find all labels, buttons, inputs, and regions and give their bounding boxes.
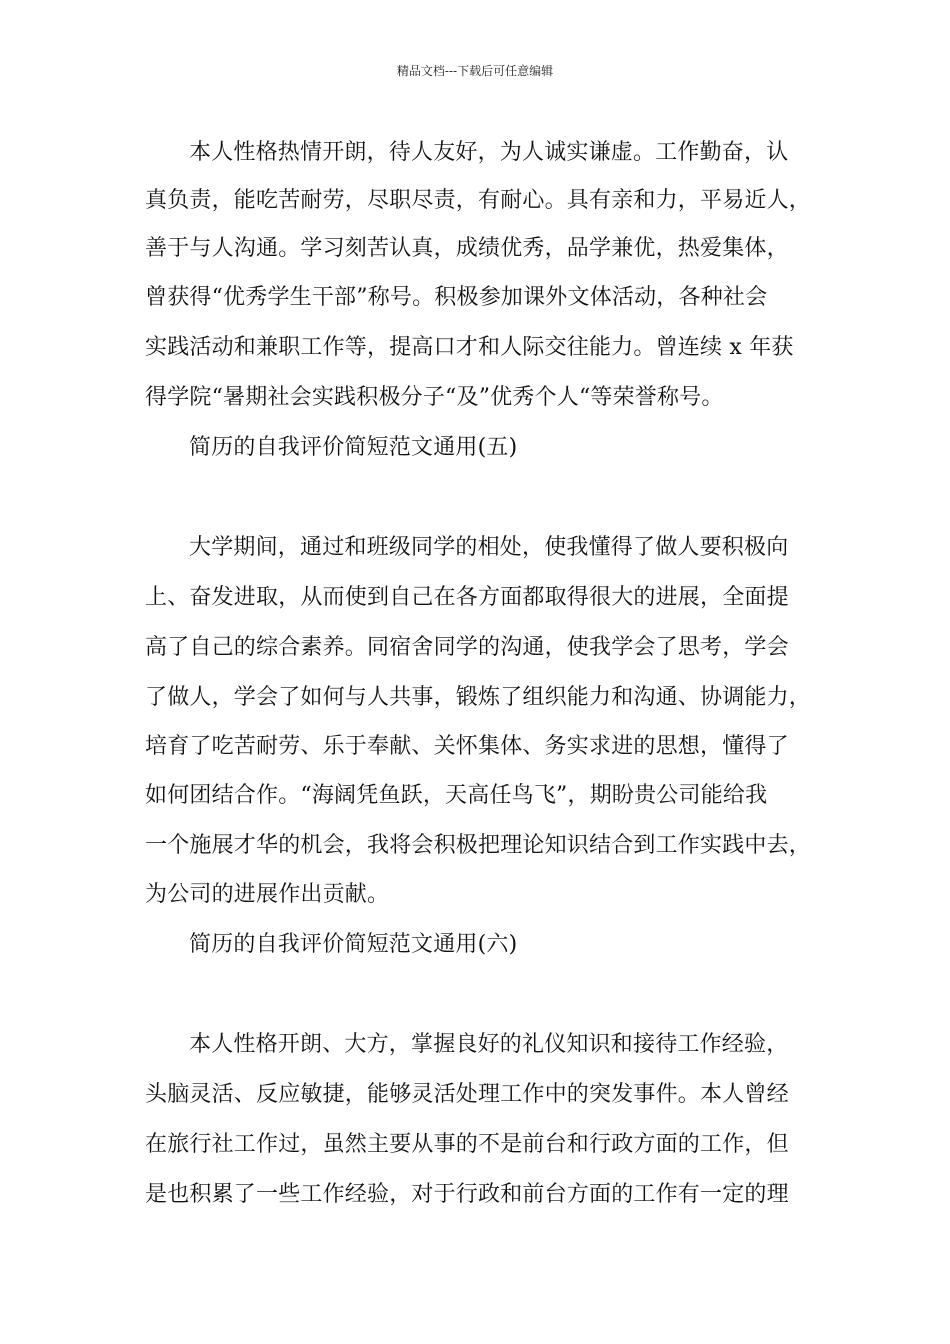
paragraph-3-line-4: 是也积累了一些工作经验，对于行政和前台方面的工作有一定的理 — [145, 1182, 789, 1207]
paragraph-1-line-1: 本人性格热情开朗，待人友好，为人诚实谦虚。工作勤奋，认 — [189, 140, 789, 165]
paragraph-3-line-2: 头脑灵活、反应敏捷，能够灵活处理工作中的突发事件。本人曾经 — [145, 1082, 789, 1107]
paragraph-1-line-6: 得学院“暑期社会实践积极分子“及”优秀个人“等荣誉称号。 — [145, 385, 724, 410]
paragraph-2-line-8: 为公司的进展作出贡献。 — [145, 882, 390, 907]
paragraph-2-line-4: 了做人，学会了如何与人共事，锻炼了组织能力和沟通、协调能力， — [145, 685, 812, 710]
paragraph-1-line-4: 曾获得“优秀学生干部”称号。积极参加课外文体活动，各种社会 — [145, 285, 768, 310]
paragraph-1-line-5: 实践活动和兼职工作等，提高口才和人际交往能力。曾连续 x 年获 — [145, 335, 794, 360]
paragraph-2-line-5: 培育了吃苦耐劳、乐于奉献、关怀集体、务实求进的思想，懂得了 — [145, 734, 789, 759]
paragraph-2-line-6: 如何团结合作。“海阔凭鱼跃，天高任鸟飞”，期盼贵公司能给我 — [145, 783, 768, 808]
paragraph-2-line-2: 上、奋发进取，从而使到自己在各方面都取得很大的进展，全面提 — [145, 585, 789, 610]
paragraph-3-line-1: 本人性格开朗、大方，掌握良好的礼仪知识和接待工作经验， — [189, 1032, 789, 1057]
paragraph-1-line-3: 善于与人沟通。学习刻苦认真，成绩优秀，品学兼优，热爱集体， — [145, 236, 789, 261]
section-heading-6: 简历的自我评价简短范文通用(六) — [189, 932, 518, 957]
paragraph-2-line-7: 一个施展才华的机会，我将会积极把理论知识结合到工作实践中去， — [145, 833, 812, 858]
paragraph-2-line-1: 大学期间，通过和班级同学的相处，使我懂得了做人要积极向 — [189, 535, 789, 560]
paragraph-3-line-3: 在旅行社工作过，虽然主要从事的不是前台和行政方面的工作，但 — [145, 1132, 789, 1157]
section-heading-5: 简历的自我评价简短范文通用(五) — [189, 435, 518, 460]
page-header: 精品文档---下载后可任意编辑 — [396, 64, 554, 78]
paragraph-2-line-3: 高了自己的综合素养。同宿舍同学的沟通，使我学会了思考，学会 — [145, 635, 789, 660]
paragraph-1-line-2: 真负责，能吃苦耐劳，尽职尽责，有耐心。具有亲和力，平易近人， — [145, 188, 812, 213]
